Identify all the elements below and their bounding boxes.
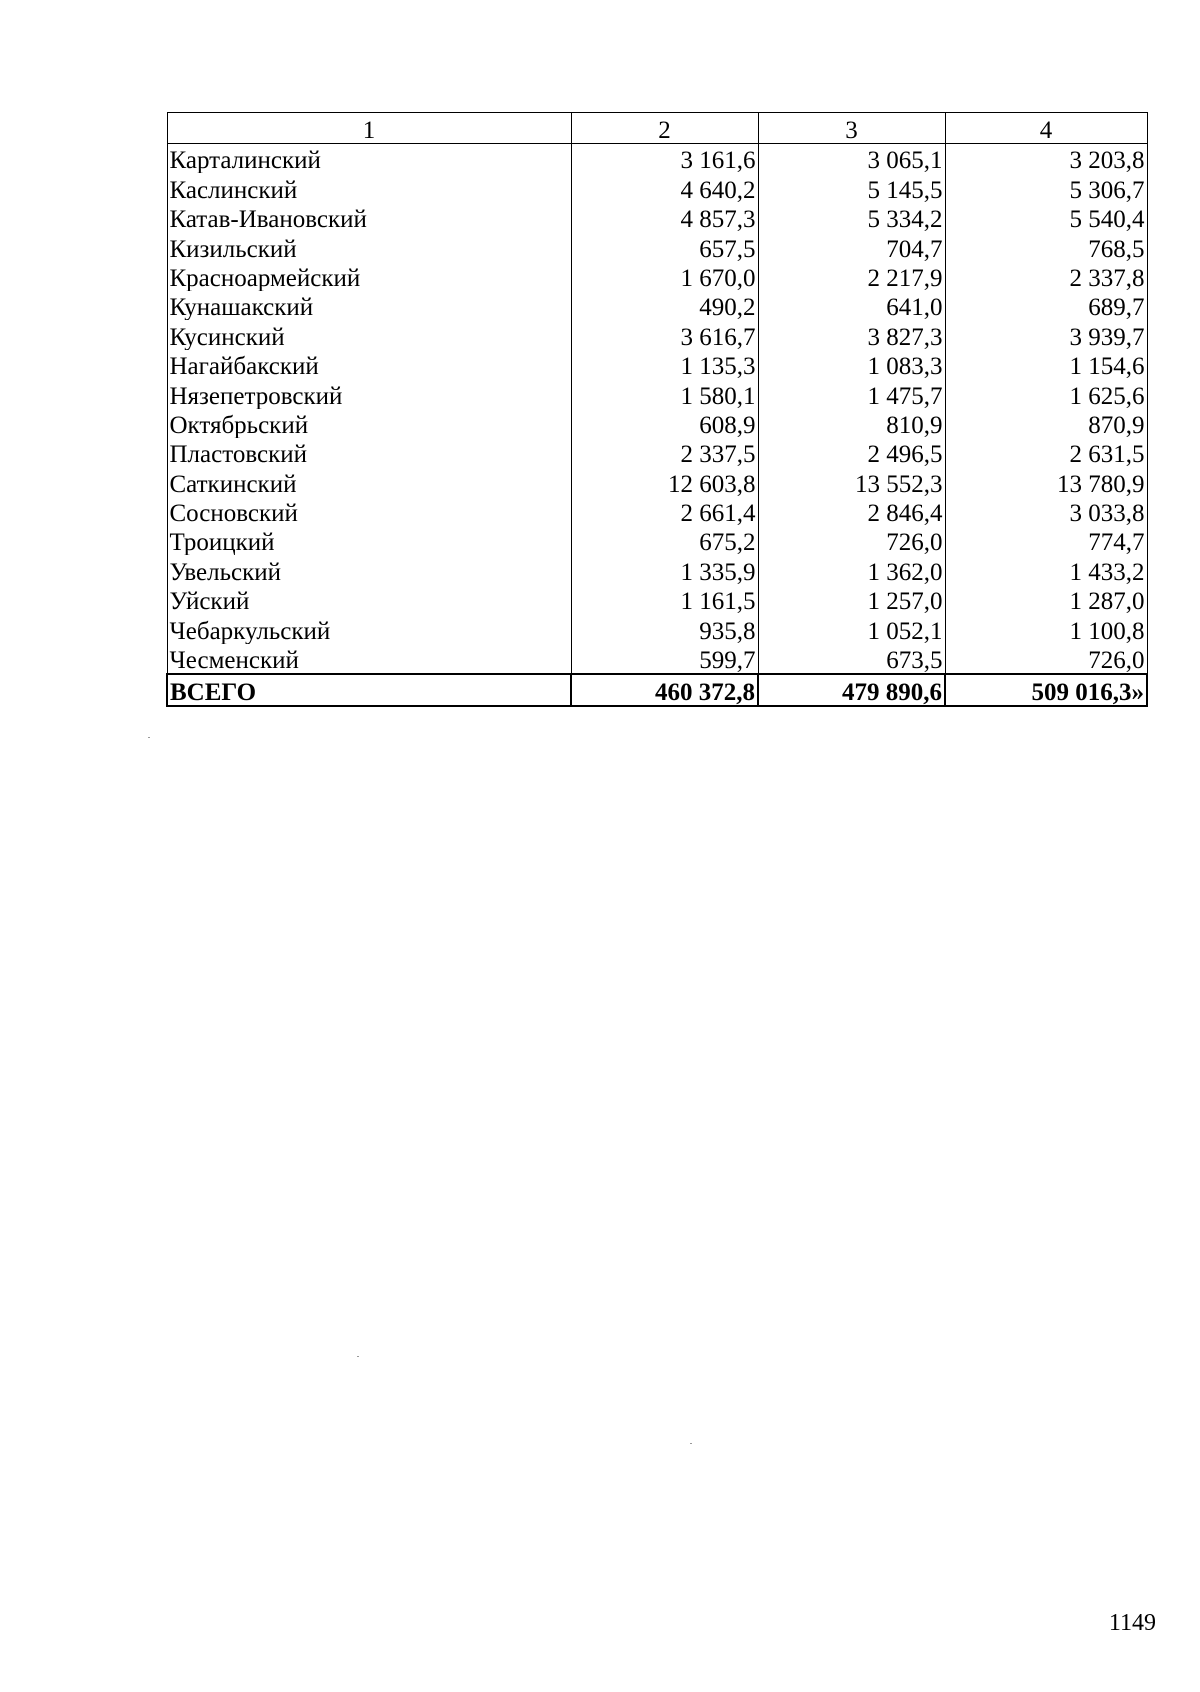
value-cell-col3: 2 496,5 — [758, 438, 945, 467]
value-cell-col3: 13 552,3 — [758, 467, 945, 496]
value-cell-col2: 657,5 — [571, 232, 758, 261]
value-cell-col2: 1 580,1 — [571, 379, 758, 408]
header-cell-1: 1 — [167, 113, 571, 144]
value-cell-col3: 3 065,1 — [758, 144, 945, 174]
value-cell-col4: 3 203,8 — [945, 144, 1147, 174]
district-name-cell: Чебаркульский — [167, 614, 571, 643]
header-cell-4: 4 — [945, 113, 1147, 144]
district-name-cell: Карталинский — [167, 144, 571, 174]
value-cell-col2: 935,8 — [571, 614, 758, 643]
value-cell-col3: 5 145,5 — [758, 173, 945, 202]
table-row — [167, 173, 1147, 202]
value-cell-col3: 1 083,3 — [758, 350, 945, 379]
table-row — [167, 497, 1147, 526]
district-name-cell: Кизильский — [167, 232, 571, 261]
value-cell-col2: 1 335,9 — [571, 555, 758, 584]
header-cell-3: 3 — [758, 113, 945, 144]
value-cell-col2: 3 616,7 — [571, 320, 758, 349]
header-cell-2: 2 — [571, 113, 758, 144]
district-name-cell: Чесменский — [167, 644, 571, 674]
value-cell-col2: 4 640,2 — [571, 173, 758, 202]
value-cell-col2: 2 337,5 — [571, 438, 758, 467]
total-value-col3: 479 890,6 — [758, 674, 945, 706]
total-label: ВСЕГО — [167, 674, 571, 706]
district-name-cell: Нязепетровский — [167, 379, 571, 408]
value-cell-col3: 1 362,0 — [758, 555, 945, 584]
value-cell-col4: 726,0 — [945, 644, 1147, 674]
table-row — [167, 614, 1147, 643]
table-row — [167, 409, 1147, 438]
value-cell-col4: 5 540,4 — [945, 203, 1147, 232]
table-row — [167, 555, 1147, 584]
value-cell-col3: 673,5 — [758, 644, 945, 674]
value-cell-col2: 2 661,4 — [571, 497, 758, 526]
value-cell-col4: 1 433,2 — [945, 555, 1147, 584]
table-row — [167, 144, 1147, 174]
value-cell-col3: 810,9 — [758, 409, 945, 438]
table-row — [167, 291, 1147, 320]
table-row — [167, 203, 1147, 232]
district-name-cell: Троицкий — [167, 526, 571, 555]
value-cell-col4: 13 780,9 — [945, 467, 1147, 496]
value-cell-col3: 1 257,0 — [758, 585, 945, 614]
table-body — [167, 144, 1147, 675]
district-name-cell: Нагайбакский — [167, 350, 571, 379]
district-name-cell: Красноармейский — [167, 262, 571, 291]
value-cell-col3: 641,0 — [758, 291, 945, 320]
district-name-cell: Кунашакский — [167, 291, 571, 320]
header-row — [167, 113, 1147, 144]
value-cell-col4: 870,9 — [945, 409, 1147, 438]
value-cell-col4: 1 154,6 — [945, 350, 1147, 379]
value-cell-col4: 1 625,6 — [945, 379, 1147, 408]
value-cell-col3: 1 052,1 — [758, 614, 945, 643]
value-cell-col3: 704,7 — [758, 232, 945, 261]
value-cell-col2: 3 161,6 — [571, 144, 758, 174]
value-cell-col2: 1 670,0 — [571, 262, 758, 291]
value-cell-col4: 689,7 — [945, 291, 1147, 320]
value-cell-col4: 5 306,7 — [945, 173, 1147, 202]
value-cell-col3: 1 475,7 — [758, 379, 945, 408]
value-cell-col3: 726,0 — [758, 526, 945, 555]
value-cell-col4: 2 631,5 — [945, 438, 1147, 467]
district-name-cell: Саткинский — [167, 467, 571, 496]
district-name-cell: Каслинский — [167, 173, 571, 202]
budget-table — [166, 112, 1148, 707]
value-cell-col4: 1 100,8 — [945, 614, 1147, 643]
value-cell-col2: 599,7 — [571, 644, 758, 674]
table-row — [167, 379, 1147, 408]
scan-speck — [357, 1356, 359, 1357]
district-name-cell: Увельский — [167, 555, 571, 584]
table-row — [167, 467, 1147, 496]
table-row — [167, 438, 1147, 467]
value-cell-col3: 3 827,3 — [758, 320, 945, 349]
table-row — [167, 526, 1147, 555]
value-cell-col4: 2 337,8 — [945, 262, 1147, 291]
district-name-cell: Октябрьский — [167, 409, 571, 438]
table-row — [167, 644, 1147, 674]
value-cell-col2: 4 857,3 — [571, 203, 758, 232]
total-row — [167, 674, 1147, 706]
district-name-cell: Уйский — [167, 585, 571, 614]
district-name-cell: Пластовский — [167, 438, 571, 467]
value-cell-col4: 3 939,7 — [945, 320, 1147, 349]
table-row — [167, 320, 1147, 349]
value-cell-col4: 768,5 — [945, 232, 1147, 261]
total-value-col4: 509 016,3» — [945, 674, 1147, 706]
value-cell-col3: 2 846,4 — [758, 497, 945, 526]
table-row — [167, 232, 1147, 261]
value-cell-col3: 2 217,9 — [758, 262, 945, 291]
value-cell-col4: 774,7 — [945, 526, 1147, 555]
scan-speck — [690, 1443, 692, 1444]
value-cell-col2: 608,9 — [571, 409, 758, 438]
district-name-cell: Катав-Ивановский — [167, 203, 571, 232]
table-row — [167, 262, 1147, 291]
value-cell-col4: 1 287,0 — [945, 585, 1147, 614]
value-cell-col2: 490,2 — [571, 291, 758, 320]
value-cell-col3: 5 334,2 — [758, 203, 945, 232]
value-cell-col2: 1 161,5 — [571, 585, 758, 614]
scan-speck — [148, 737, 150, 738]
value-cell-col2: 12 603,8 — [571, 467, 758, 496]
page-number: 1149 — [1108, 1610, 1156, 1636]
table-row — [167, 350, 1147, 379]
table-row — [167, 585, 1147, 614]
total-value-col2: 460 372,8 — [571, 674, 758, 706]
value-cell-col2: 1 135,3 — [571, 350, 758, 379]
district-name-cell: Кусинский — [167, 320, 571, 349]
value-cell-col4: 3 033,8 — [945, 497, 1147, 526]
district-name-cell: Сосновский — [167, 497, 571, 526]
value-cell-col2: 675,2 — [571, 526, 758, 555]
